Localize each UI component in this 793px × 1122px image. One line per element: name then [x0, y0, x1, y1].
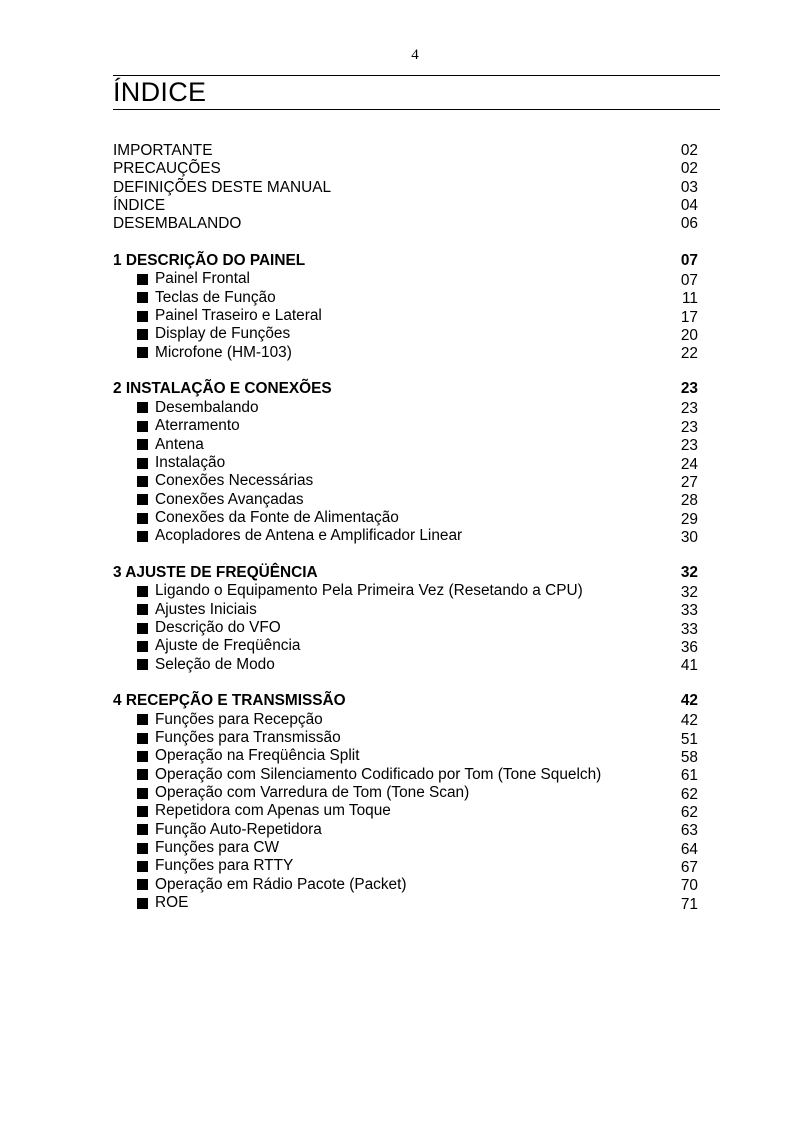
toc-subentry[interactable]: [113, 417, 698, 435]
square-bullet-icon: [137, 347, 148, 358]
section-title: 2 INSTALAÇÃO E CONEXÕES: [113, 380, 332, 398]
square-bullet-icon: [137, 843, 148, 854]
toc-subentry[interactable]: [113, 582, 698, 600]
toc-page: 23: [680, 400, 698, 418]
toc-entry[interactable]: [113, 179, 698, 197]
section-page: 32: [680, 563, 698, 581]
toc-page: 51: [680, 730, 698, 748]
toc-label: Descrição do VFO: [155, 618, 281, 636]
toc-page: 33: [680, 602, 698, 620]
section-1: [113, 252, 698, 362]
toc-page: 23: [680, 437, 698, 455]
toc-label: Microfone (HM-103): [155, 343, 292, 361]
toc-label: PRECAUÇÕES: [113, 160, 221, 178]
toc-subentry[interactable]: [113, 436, 698, 454]
square-bullet-icon: [137, 494, 148, 505]
square-bullet-icon: [137, 586, 148, 597]
toc-subentry[interactable]: [113, 619, 698, 637]
square-bullet-icon: [137, 402, 148, 413]
square-bullet-icon: [137, 861, 148, 872]
toc-label: DESEMBALANDO: [113, 215, 242, 233]
toc-label: ÍNDICE: [113, 197, 166, 215]
toc-subentry[interactable]: [113, 289, 698, 307]
toc-subentry[interactable]: [113, 839, 698, 857]
toc-subentry[interactable]: [113, 821, 698, 839]
section-title: 1 DESCRIÇÃO DO PAINEL: [113, 252, 306, 270]
toc-label: Funções para RTTY: [155, 857, 294, 875]
title-bottom-rule: [113, 109, 720, 110]
toc-page: 62: [680, 804, 698, 822]
toc-label: Operação com Silenciamento Codificado por Tom (Tone Squelch): [155, 765, 602, 783]
toc-subentry[interactable]: [113, 711, 698, 729]
toc-subentry[interactable]: [113, 399, 698, 417]
toc-label: Antena: [155, 435, 204, 453]
square-bullet-icon: [137, 476, 148, 487]
square-bullet-icon: [137, 513, 148, 524]
square-bullet-icon: [137, 879, 148, 890]
toc-label: Conexões da Fonte de Alimentação: [155, 508, 399, 526]
square-bullet-icon: [137, 641, 148, 652]
toc-page: 33: [680, 620, 698, 638]
square-bullet-icon: [137, 824, 148, 835]
toc-page: 03: [680, 178, 698, 196]
section-heading[interactable]: [113, 252, 698, 270]
toc-entry[interactable]: [113, 142, 698, 160]
square-bullet-icon: [137, 714, 148, 725]
toc-subentry[interactable]: [113, 325, 698, 343]
toc-label: Desembalando: [155, 398, 259, 416]
toc-label: Painel Traseiro e Lateral: [155, 307, 322, 325]
toc-label: Conexões Necessárias: [155, 472, 314, 490]
toc-label: Ajustes Iniciais: [155, 600, 257, 618]
toc-page: 04: [680, 197, 698, 215]
section-2: [113, 380, 698, 545]
toc-subentry[interactable]: [113, 472, 698, 490]
toc-label: DEFINIÇÕES DESTE MANUAL: [113, 178, 332, 196]
toc-label: Repetidora com Apenas um Toque: [155, 802, 391, 820]
toc-page: 71: [680, 895, 698, 913]
section-page: 07: [680, 252, 698, 270]
toc-page: 30: [680, 528, 698, 546]
toc-subentry[interactable]: [113, 766, 698, 784]
square-bullet-icon: [137, 623, 148, 634]
square-bullet-icon: [137, 733, 148, 744]
toc-page: 64: [680, 840, 698, 858]
toc-label: Funções para Recepção: [155, 710, 323, 728]
section-3: [113, 564, 698, 674]
toc-entry[interactable]: [113, 215, 698, 233]
toc-page: 02: [680, 160, 698, 178]
square-bullet-icon: [137, 769, 148, 780]
section-4: [113, 692, 698, 912]
toc-page: 67: [680, 859, 698, 877]
toc-label: Display de Funções: [155, 325, 291, 343]
toc-label: Funções para CW: [155, 839, 280, 857]
toc-label: Instalação: [155, 453, 226, 471]
toc-page: 11: [682, 290, 698, 308]
square-bullet-icon: [137, 292, 148, 303]
table-of-contents: [113, 142, 698, 912]
toc-label: Conexões Avançadas: [155, 490, 304, 508]
toc-page: 32: [680, 583, 698, 601]
toc-subentry[interactable]: [113, 894, 698, 912]
toc-label: Operação com Varredura de Tom (Tone Scan): [155, 784, 470, 802]
square-bullet-icon: [137, 458, 148, 469]
toc-label: Ligando o Equipamento Pela Primeira Vez (Resetando a CPU): [155, 582, 583, 600]
toc-page: 06: [680, 215, 698, 233]
square-bullet-icon: [137, 531, 148, 542]
toc-entry[interactable]: [113, 197, 698, 215]
toc-label: Painel Frontal: [155, 270, 250, 288]
toc-page: 24: [680, 455, 698, 473]
toc-page: 41: [680, 657, 698, 675]
toc-label: Função Auto-Repetidora: [155, 820, 322, 838]
page-number: 4: [411, 47, 419, 63]
toc-page: 62: [680, 785, 698, 803]
toc-subentry[interactable]: [113, 270, 698, 288]
toc-label: Acopladores de Antena e Amplificador Linear: [155, 527, 463, 545]
toc-page: 61: [680, 767, 698, 785]
square-bullet-icon: [137, 439, 148, 450]
toc-page: 58: [680, 749, 698, 767]
toc-subentry[interactable]: [113, 344, 698, 362]
toc-page: 70: [680, 877, 698, 895]
square-bullet-icon: [137, 604, 148, 615]
toc-page: 07: [680, 272, 698, 290]
square-bullet-icon: [137, 659, 148, 670]
square-bullet-icon: [137, 788, 148, 799]
toc-label: Operação em Rádio Pacote (Packet): [155, 875, 407, 893]
toc-page: 27: [680, 473, 698, 491]
toc-page: 23: [680, 418, 698, 436]
square-bullet-icon: [137, 751, 148, 762]
toc-label: Aterramento: [155, 417, 240, 435]
square-bullet-icon: [137, 898, 148, 909]
toc-page: 42: [680, 712, 698, 730]
section-heading[interactable]: [113, 380, 698, 398]
toc-label: ROE: [155, 894, 189, 912]
toc-page: 17: [680, 308, 698, 326]
toc-page: 22: [680, 345, 698, 363]
front-matter: [113, 142, 698, 234]
square-bullet-icon: [137, 806, 148, 817]
toc-entry[interactable]: [113, 160, 698, 178]
toc-page: 28: [680, 492, 698, 510]
toc-subentry[interactable]: [113, 729, 698, 747]
toc-subentry[interactable]: [113, 802, 698, 820]
toc-page: 29: [680, 510, 698, 528]
section-page: 23: [680, 380, 698, 398]
square-bullet-icon: [137, 311, 148, 322]
toc-subentry[interactable]: [113, 876, 698, 894]
toc-subentry[interactable]: [113, 509, 698, 527]
toc-label: Teclas de Função: [155, 288, 276, 306]
toc-subentry[interactable]: [113, 857, 698, 875]
square-bullet-icon: [137, 421, 148, 432]
title-top-rule: [113, 75, 720, 76]
section-heading[interactable]: [113, 692, 698, 710]
section-title: 4 RECEPÇÃO E TRANSMISSÃO: [113, 692, 346, 710]
toc-page: 63: [680, 822, 698, 840]
square-bullet-icon: [137, 329, 148, 340]
toc-label: Funções para Transmissão: [155, 729, 341, 746]
toc-subentry[interactable]: [113, 527, 698, 545]
toc-subentry[interactable]: [113, 491, 698, 509]
toc-label: Operação na Freqüência Split: [155, 747, 360, 765]
section-heading[interactable]: [113, 564, 698, 582]
square-bullet-icon: [137, 274, 148, 285]
toc-page: 20: [680, 327, 698, 345]
toc-subentry[interactable]: [113, 656, 698, 674]
toc-page: 36: [680, 638, 698, 656]
section-title: 3 AJUSTE DE FREQÜÊNCIA: [113, 563, 318, 581]
toc-subentry[interactable]: [113, 784, 698, 802]
toc-label: Ajuste de Freqüência: [155, 637, 301, 655]
toc-subentry[interactable]: [113, 601, 698, 619]
toc-subentry[interactable]: [113, 747, 698, 765]
toc-label: IMPORTANTE: [113, 142, 213, 159]
toc-subentry[interactable]: [113, 307, 698, 325]
toc-label: Seleção de Modo: [155, 655, 275, 673]
toc-subentry[interactable]: [113, 637, 698, 655]
toc-page: 02: [680, 142, 698, 159]
section-page: 42: [680, 692, 698, 710]
page-title: ÍNDICE: [113, 77, 207, 107]
toc-subentry[interactable]: [113, 454, 698, 472]
